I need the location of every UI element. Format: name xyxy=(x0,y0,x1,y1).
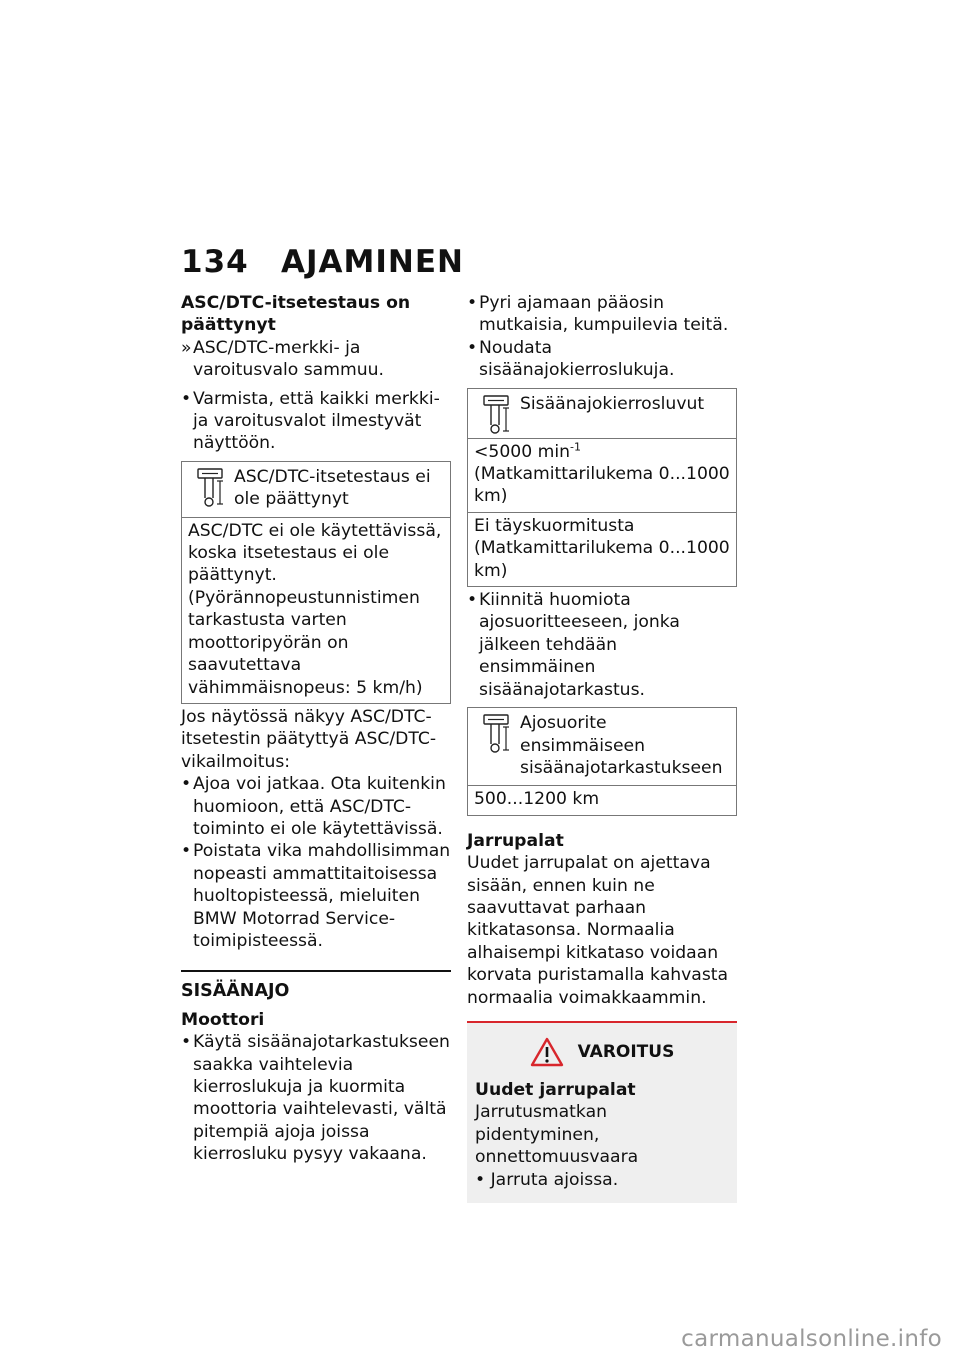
roads-item xyxy=(467,292,737,337)
rpm-box-header xyxy=(468,389,736,439)
right-column xyxy=(467,292,737,1203)
warning-header xyxy=(475,1037,729,1067)
rpm-exponent: -1 xyxy=(570,439,581,453)
bullet: • xyxy=(467,337,478,358)
bullet: • xyxy=(181,1032,192,1053)
rpm-row-1 xyxy=(468,439,736,512)
asc-result-text: ASC/DTC-merkki- ja varoitusvalo sammuu. xyxy=(193,337,384,381)
bullet: • xyxy=(467,293,478,313)
engine-item xyxy=(181,1031,451,1165)
inspection-item xyxy=(467,589,737,701)
note-box-header xyxy=(182,462,450,518)
engine-item-text: Käytä sisäänajotarkastukseen saakka vaihtelevia kierroslukuja ja kuormita moottoria vaihtelevasti, vältä pitempiä ajoja joissa kierrosluku pysyy vakaana. xyxy=(193,1032,450,1165)
asc-result xyxy=(181,337,451,382)
fault-text: Jos näytössä näkyy ASC/DTC-itsetestin päätyttyä ASC/DTC-vikailmoitus: xyxy=(181,706,437,772)
bullet: • xyxy=(181,841,192,862)
asc-check-text: Varmista, että kaikki merkki- ja varoitusvalot ilmestyvät näyttöön. xyxy=(193,388,440,454)
warning-text: Jarrutusmatkan pidentyminen, onnettomuusvaara xyxy=(475,1102,639,1168)
rpm-odometer: (Matkamittarilukema 0...1000 km) xyxy=(474,464,730,507)
warning-triangle-icon xyxy=(530,1037,564,1067)
note-box-body: ASC/DTC ei ole käytettävissä, koska itsetestaus ei ole päättynyt. (Pyörännopeustunnistimen tarkastusta varten moottoripyörän on saavutettava vähimmäisnopeus: 5 km/h) xyxy=(188,520,442,698)
warning-label: VAROITUS xyxy=(577,1041,675,1062)
left-column xyxy=(181,292,451,1166)
page-number: 134 xyxy=(181,244,249,280)
brakes-heading: Jarrupalat xyxy=(467,830,564,851)
bullet: • xyxy=(181,388,192,409)
fault-item-2 xyxy=(181,840,451,952)
inspection-range: 500...1200 km xyxy=(474,789,600,810)
asc-heading: ASC/DTC-itsetestaus on päättynyt xyxy=(181,293,411,336)
fault-item-text: Poistata vika mahdollisimman nopeasti ammattitaitoisessa huoltopisteessä, mieluiten BMW Motorrad Service-toimipisteessä. xyxy=(193,841,451,951)
warning-heading: Uudet jarrupalat xyxy=(475,1079,636,1100)
asc-check-item xyxy=(181,388,451,455)
inspection-box-header xyxy=(468,708,736,786)
watermark: carmanualsonline.info xyxy=(681,1326,942,1352)
rpm-item xyxy=(467,337,737,382)
asc-note-box xyxy=(181,461,451,704)
bullet: • xyxy=(181,774,192,795)
warning-bullet xyxy=(475,1169,729,1191)
engine-heading: Moottori xyxy=(181,1009,265,1030)
inspection-box-title: Ajosuorite ensimmäiseen sisäänajotarkastukseen xyxy=(520,713,723,778)
fault-item-1 xyxy=(181,773,451,840)
rpm-box xyxy=(467,388,737,587)
wrench-gauge-icon xyxy=(196,468,224,508)
bullet: • xyxy=(467,590,478,611)
section-title: SISÄÄNAJO xyxy=(181,981,290,1002)
rpm-box-title: Sisäänajokierrosluvut xyxy=(520,393,705,414)
page-title xyxy=(181,244,464,280)
inspection-box xyxy=(467,707,737,816)
fault-item-text: Ajoa voi jatkaa. Ota kuitenkin huomioon, että ASC/DTC-toiminto ei ole käytettävissä. xyxy=(193,774,446,839)
chapter-title: AJAMINEN xyxy=(281,244,464,280)
section-divider xyxy=(181,970,451,972)
result-marker: » xyxy=(181,337,192,358)
wrench-gauge-icon xyxy=(482,395,510,435)
roads-item-text: Pyri ajamaan pääosin mutkaisia, kumpuilevia teitä. xyxy=(479,293,729,336)
rpm-value: <5000 min xyxy=(474,441,571,462)
warning-bullet-text: Jarruta ajoissa. xyxy=(490,1169,619,1190)
bullet: • xyxy=(475,1169,486,1190)
warning-box xyxy=(467,1021,737,1203)
brakes-text: Uudet jarrupalat on ajettava sisään, ennen kuin ne saavuttavat parhaan kitkatasonsa. Normaalia alhaisempi kitkataso voidaan korvata puristamalla kahvasta normaalia voimakkaammin. xyxy=(467,853,729,1008)
inspection-item-text: Kiinnitä huomiota ajosuoritteeseen, jonka jälkeen tehdään ensimmäinen sisäänajotarkastus. xyxy=(479,590,680,700)
rpm-item-text: Noudata sisäänajokierroslukuja. xyxy=(479,337,675,381)
wrench-gauge-icon xyxy=(482,714,510,754)
rpm-row-2: Ei täyskuormitusta (Matkamittarilukema 0...1000 km) xyxy=(468,512,736,586)
note-box-title: ASC/DTC-itsetestaus ei ole päättynyt xyxy=(234,466,431,510)
